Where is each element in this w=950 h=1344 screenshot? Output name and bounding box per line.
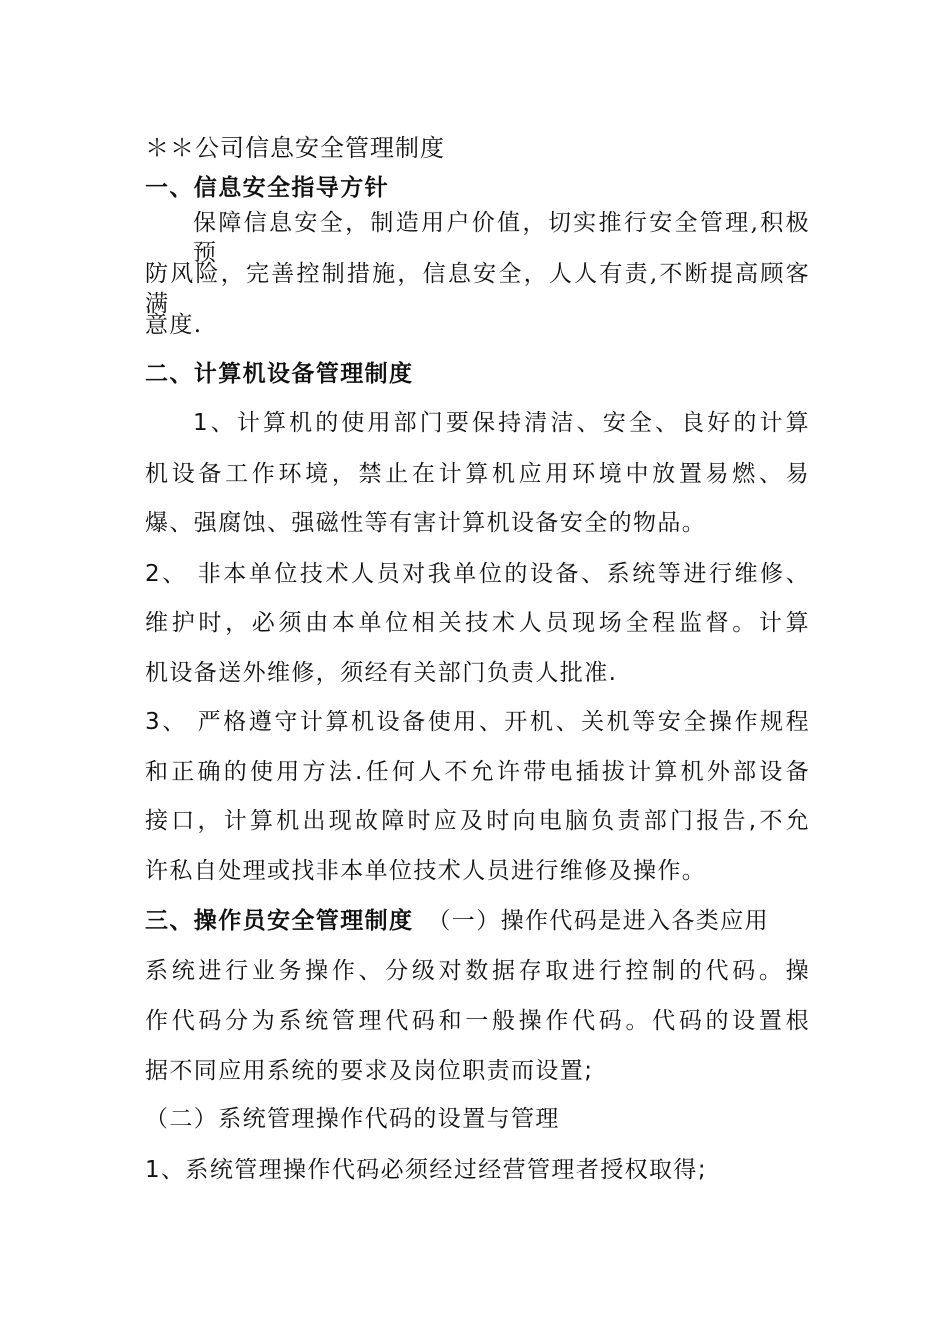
section-3-sub-1-line-2: 系统进行业务操作、分级对数据存取进行控制的代码。操 bbox=[145, 958, 810, 984]
section-2-item-3-line-2: 和正确的使用方法.任何人不允许带电插拔计算机外部设备 bbox=[145, 759, 810, 785]
section-3-heading: 三、操作员安全管理制度 bbox=[145, 908, 414, 934]
section-3-sub-1-line-3: 作代码分为系统管理代码和一般操作代码。代码的设置根 bbox=[145, 1008, 810, 1034]
document-title: ＊＊公司信息安全管理制度 bbox=[145, 134, 445, 162]
section-3-sub-1-line-4: 据不同应用系统的要求及岗位职责而设置; bbox=[145, 1058, 594, 1084]
section-3-sub-1-lead: （一）操作代码是进入各类应用 bbox=[427, 908, 770, 934]
section-2-item-1-line-1: 1、计算机的使用部门要保持清洁、安全、良好的计算 bbox=[193, 410, 810, 436]
section-1-line-3: 意度. bbox=[145, 312, 203, 338]
section-2-item-2-line-2: 维护时，必须由本单位相关技术人员现场全程监督。计算 bbox=[145, 610, 810, 636]
section-1-heading: 一、信息安全指导方针 bbox=[145, 175, 389, 201]
section-2-heading: 二、计算机设备管理制度 bbox=[145, 361, 414, 387]
section-2-item-3-line-3: 接口，计算机出现故障时应及时向电脑负责部门报告,不允 bbox=[145, 808, 810, 834]
section-3-sub-2-heading: （二）系统管理操作代码的设置与管理 bbox=[145, 1106, 560, 1132]
section-1-line-1: 保障信息安全，制造用户价值，切实推行安全管理,积极预 bbox=[193, 210, 810, 266]
section-2-item-1-line-2: 机设备工作环境，禁止在计算机应用环境中放置易燃、易 bbox=[145, 461, 810, 487]
section-2-item-2-line-3: 机设备送外维修，须经有关部门负责人批准. bbox=[145, 660, 618, 686]
section-3-sub-2-item-1: 1、系统管理操作代码必须经过经营管理者授权取得; bbox=[145, 1157, 707, 1183]
section-3-first-line bbox=[145, 906, 810, 936]
section-2-item-3-line-1: 3、 严格遵守计算机设备使用、开机、关机等安全操作规程 bbox=[145, 709, 810, 735]
section-1-line-2: 防风险，完善控制措施，信息安全，人人有责,不断提高顾客满 bbox=[145, 261, 810, 317]
section-2-item-1-line-3: 爆、强腐蚀、强磁性等有害计算机设备安全的物品。 bbox=[145, 510, 707, 536]
section-2-item-3-line-4: 许私自处理或找非本单位技术人员进行维修及操作。 bbox=[145, 858, 707, 884]
section-2-item-2-line-1: 2、 非本单位技术人员对我单位的设备、系统等进行维修、 bbox=[145, 561, 810, 587]
